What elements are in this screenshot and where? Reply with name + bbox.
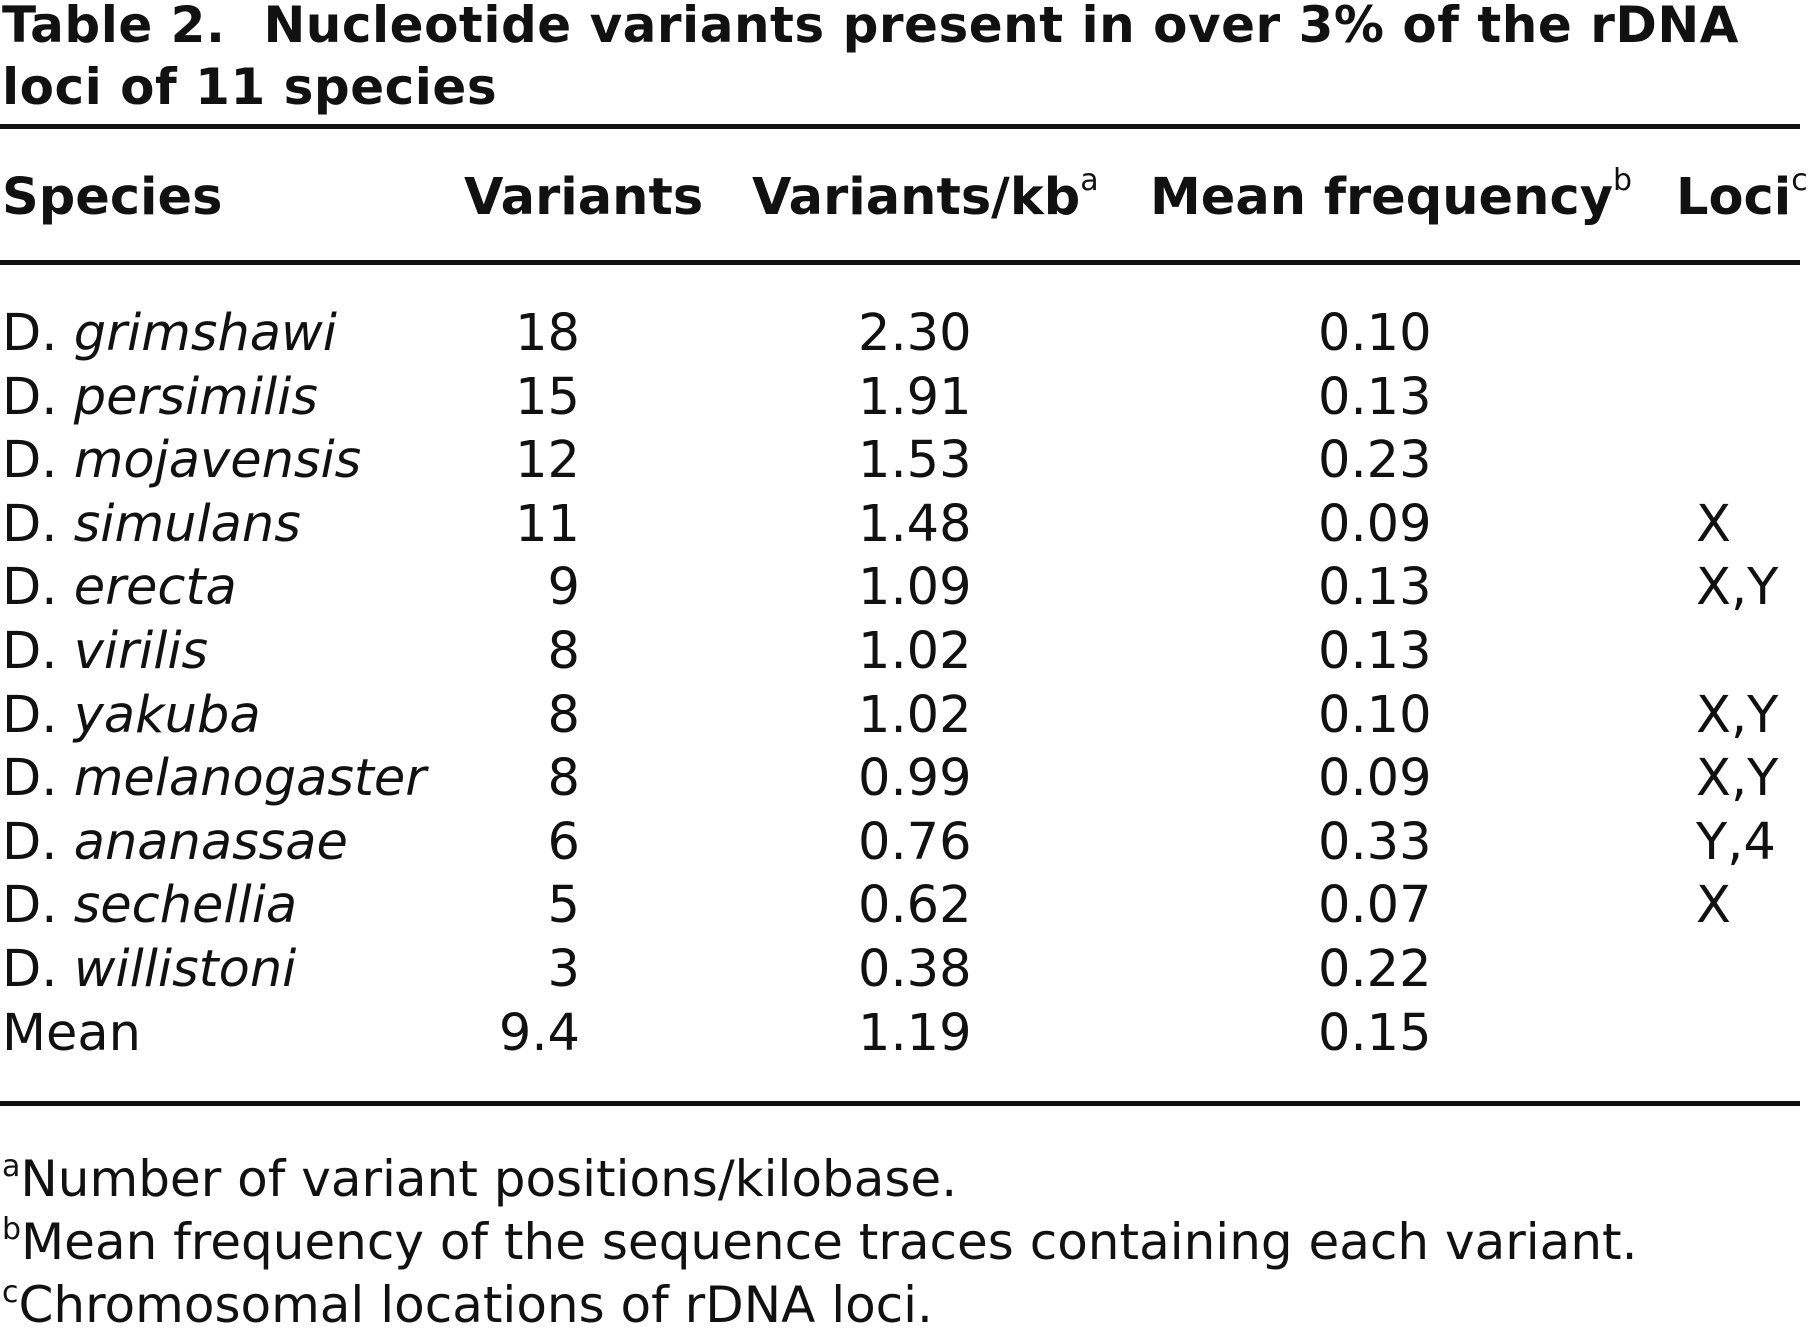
cell-species: D. yakuba xyxy=(2,685,261,745)
cell-mean-frequency: 0.09 xyxy=(1318,494,1432,554)
cell-mean-frequency: 0.22 xyxy=(1318,940,1432,999)
footnote-mark-b: b xyxy=(1612,163,1632,198)
cell-species: D. sechellia xyxy=(2,876,298,936)
cell-mean-frequency: 0.23 xyxy=(1318,431,1432,491)
cell-mean-frequency: 0.10 xyxy=(1318,304,1432,363)
bottom-rule xyxy=(0,1101,1800,1106)
table-row xyxy=(0,366,1800,429)
cell-loci: X,Y xyxy=(1696,685,1779,745)
caption-title: Nucleotide variants present in over 3% of the rDNA loci of 11 species xyxy=(2,0,1739,116)
table-row xyxy=(0,620,1800,683)
cell-variants: 15 xyxy=(515,367,580,427)
table-row xyxy=(0,429,1800,492)
cell-variants-per-kb: 1.48 xyxy=(858,494,972,554)
cell-variants-per-kb: 1.09 xyxy=(858,558,972,618)
cell-species: D. persimilis xyxy=(2,367,318,427)
cell-mean-frequency: 0.13 xyxy=(1318,367,1432,427)
cell-species: D. mojavensis xyxy=(2,431,362,491)
header-mean-frequency: Mean frequency$^b$ xyxy=(1150,163,1632,227)
cell-variants-per-kb: 1.91 xyxy=(858,367,972,427)
cell-loci: Y,4 xyxy=(1696,812,1776,872)
cell-variants-per-kb: 0.99 xyxy=(858,749,972,809)
header-species: Species xyxy=(2,168,223,227)
caption-label: Table 2. xyxy=(2,0,226,54)
cell-loci: X,Y xyxy=(1696,749,1779,809)
cell-mean-frequency: 0.13 xyxy=(1318,622,1432,681)
cell-variants-per-kb: 1.19 xyxy=(858,1003,972,1063)
cell-variants: 8 xyxy=(547,749,580,809)
cell-variants: 9 xyxy=(547,558,580,618)
cell-mean-frequency: 0.09 xyxy=(1318,749,1432,809)
cell-variants-per-kb: 1.02 xyxy=(858,622,972,681)
footnotes xyxy=(2,1148,1638,1337)
cell-variants: 11 xyxy=(515,494,580,554)
cell-mean-frequency: 0.13 xyxy=(1318,558,1432,618)
table-row xyxy=(0,684,1800,747)
table-row xyxy=(0,938,1800,1001)
cell-species: D. grimshawi xyxy=(2,304,337,363)
cell-mean-frequency: 0.07 xyxy=(1318,876,1432,936)
cell-loci: X xyxy=(1696,494,1731,554)
footnote-a: $^a$Number of variant positions/kilobase. xyxy=(2,1149,958,1208)
header-rule xyxy=(0,260,1800,265)
table-caption xyxy=(2,0,1792,118)
cell-variants: 8 xyxy=(547,685,580,745)
footnote-b: $^b$Mean frequency of the sequence traces containing each variant. xyxy=(2,1212,1638,1271)
top-rule xyxy=(0,124,1800,129)
cell-variants-per-kb: 1.02 xyxy=(858,685,972,745)
table-row xyxy=(0,874,1800,937)
cell-variants: 3 xyxy=(547,940,580,999)
footnote-mark-c: c xyxy=(1791,163,1808,198)
cell-variants: 6 xyxy=(547,812,580,872)
table-row xyxy=(0,493,1800,556)
cell-species: D. ananassae xyxy=(2,812,348,872)
cell-loci: X,Y xyxy=(1696,558,1779,618)
table-row-mean xyxy=(0,1002,1800,1065)
cell-variants-per-kb: 0.76 xyxy=(858,812,972,872)
cell-variants: 8 xyxy=(547,622,580,681)
cell-variants-per-kb: 1.53 xyxy=(858,431,972,491)
table-row xyxy=(0,747,1800,810)
table-row xyxy=(0,811,1800,874)
cell-species: D. virilis xyxy=(2,622,209,681)
table-row xyxy=(0,302,1800,365)
cell-mean-frequency: 0.33 xyxy=(1318,812,1432,872)
cell-variants: 18 xyxy=(515,304,580,363)
cell-variants: 5 xyxy=(547,876,580,936)
table-row xyxy=(0,556,1800,619)
cell-mean-frequency: 0.10 xyxy=(1318,685,1432,745)
header-loci: Loci$^c$ xyxy=(1676,163,1808,227)
footnote-mark-a: a xyxy=(1080,163,1099,198)
cell-species: Mean xyxy=(2,1003,141,1063)
cell-species: D. simulans xyxy=(2,494,301,554)
header-variants-per-kb: Variants/$kb^a$ xyxy=(752,163,1099,227)
cell-variants: 12 xyxy=(515,431,580,491)
cell-variants-per-kb: 0.62 xyxy=(858,876,972,936)
cell-species: D. erecta xyxy=(2,558,237,618)
cell-species: D. willistoni xyxy=(2,940,297,999)
cell-loci: X xyxy=(1696,876,1731,936)
cell-species: D. melanogaster xyxy=(2,749,427,809)
header-variants: Variants xyxy=(464,168,704,227)
cell-variants-per-kb: 0.38 xyxy=(858,940,972,999)
cell-variants: 9.4 xyxy=(498,1003,580,1063)
footnote-c: $^c$Chromosomal locations of rDNA loci. xyxy=(2,1275,933,1334)
cell-mean-frequency: 0.15 xyxy=(1318,1003,1432,1063)
cell-variants-per-kb: 2.30 xyxy=(858,304,972,363)
